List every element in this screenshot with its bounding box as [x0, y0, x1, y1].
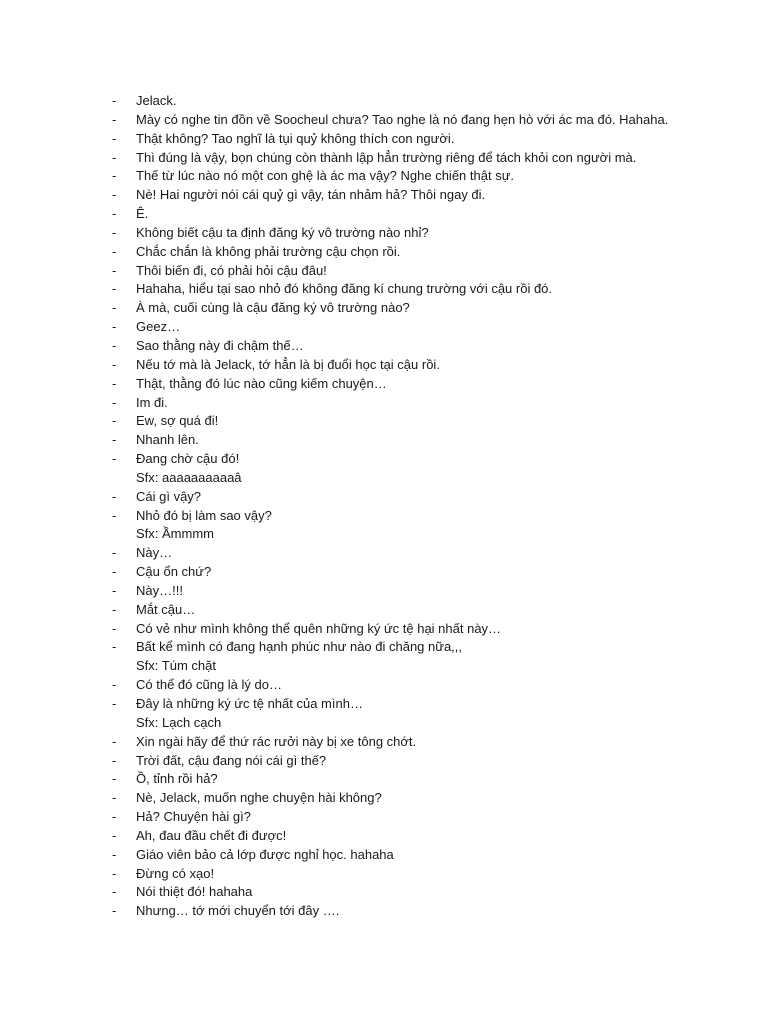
- dialogue-line: [0, 714, 768, 733]
- sfx-text: Sfx: Lạch cạch: [136, 714, 222, 730]
- dialogue-line: [0, 243, 768, 262]
- list-dash: -: [112, 337, 117, 353]
- dialogue-line: [0, 488, 768, 507]
- list-dash: -: [112, 809, 117, 825]
- dialogue-line: [0, 394, 768, 413]
- list-dash: -: [112, 432, 117, 448]
- dialogue-text: Im đi.: [136, 394, 168, 410]
- dialogue-text: Nói thiệt đó! hahaha: [136, 884, 253, 900]
- dialogue-text: Có thể đó cũng là lý do…: [136, 677, 282, 693]
- dialogue-line: [0, 865, 768, 884]
- dialogue-text: Nếu tớ mà là Jelack, tớ hẳn là bị đuổi học tại cậu rồi.: [136, 356, 440, 372]
- list-dash: -: [112, 356, 117, 372]
- dialogue-text: Ah, đau đầu chết đi được!: [136, 827, 287, 843]
- dialogue-line: [0, 676, 768, 695]
- dialogue-line: [0, 827, 768, 846]
- list-dash: -: [112, 451, 117, 467]
- list-dash: -: [112, 827, 117, 843]
- dialogue-line: [0, 695, 768, 714]
- dialogue-line: [0, 752, 768, 771]
- dialogue-line: [0, 356, 768, 375]
- list-dash: -: [112, 187, 117, 203]
- list-dash: -: [112, 93, 117, 108]
- list-dash: -: [112, 488, 117, 504]
- list-dash: -: [112, 111, 117, 127]
- dialogue-line: [0, 902, 768, 921]
- dialogue-line: [0, 224, 768, 243]
- dialogue-line: [0, 280, 768, 299]
- dialogue-text: Nhưng… tớ mới chuyển tới đây ….: [136, 903, 340, 919]
- list-dash: -: [112, 884, 117, 900]
- list-dash: -: [112, 206, 117, 222]
- dialogue-line: [0, 149, 768, 168]
- dialogue-text: Có vẻ như mình không thể quên những ký ức tệ hại nhất này…: [136, 620, 502, 636]
- dialogue-line: [0, 205, 768, 224]
- dialogue-line: [0, 620, 768, 639]
- dialogue-text: Nè, Jelack, muốn nghe chuyện hài không?: [136, 790, 382, 806]
- dialogue-text: Mày có nghe tin đồn về Soocheul chưa? Tao nghe là nó đang hẹn hò với ác ma đó. Hahaha.: [136, 111, 669, 127]
- dialogue-text: Không biết cậu ta định đăng ký vô trường nào nhỉ?: [136, 224, 429, 240]
- dialogue-text: Hả? Chuyện hài gì?: [136, 809, 251, 825]
- dialogue-text: Bất kể mình có đang hạnh phúc như nào đi chăng nữa,,,: [136, 639, 463, 655]
- list-dash: -: [112, 564, 117, 580]
- list-dash: -: [112, 149, 117, 165]
- list-dash: -: [112, 790, 117, 806]
- dialogue-text: Chắc chắn là không phải trường cậu chọn rồi.: [136, 243, 401, 259]
- list-dash: -: [112, 262, 117, 278]
- dialogue-list: [0, 92, 768, 921]
- dialogue-line: [0, 563, 768, 582]
- dialogue-text: Thì đúng là vậy, bọn chúng còn thành lập hẳn trường riêng để tách khỏi con người mà.: [136, 149, 637, 165]
- list-dash: -: [112, 846, 117, 862]
- dialogue-text: Nhanh lên.: [136, 432, 199, 448]
- list-dash: -: [112, 130, 117, 146]
- dialogue-line: [0, 111, 768, 130]
- dialogue-line: [0, 846, 768, 865]
- list-dash: -: [112, 545, 117, 561]
- dialogue-text: Hahaha, hiểu tại sao nhỏ đó không đăng kí chung trường với cậu rồi đó.: [136, 281, 553, 297]
- dialogue-line: [0, 638, 768, 657]
- dialogue-line: [0, 450, 768, 469]
- list-dash: -: [112, 319, 117, 335]
- dialogue-line: [0, 431, 768, 450]
- dialogue-text: Thế từ lúc nào nó một con ghệ là ác ma vậy? Nghe chiến thật sự.: [136, 168, 515, 184]
- list-dash: -: [112, 771, 117, 787]
- dialogue-line: [0, 92, 768, 111]
- dialogue-text: Ồ, tỉnh rồi hả?: [136, 771, 218, 787]
- dialogue-line: [0, 789, 768, 808]
- dialogue-line: [0, 299, 768, 318]
- list-dash: -: [112, 582, 117, 598]
- dialogue-line: [0, 770, 768, 789]
- sfx-text: Sfx: aaaaaaaaaaâ: [136, 469, 242, 485]
- list-dash: -: [112, 507, 117, 523]
- list-dash: -: [112, 413, 117, 429]
- dialogue-line: [0, 582, 768, 601]
- dialogue-text: Geez…: [136, 319, 181, 335]
- dialogue-text: Xin ngài hãy để thứ rác rưởi này bị xe tông chớt.: [136, 733, 417, 749]
- dialogue-text: Ê.: [136, 206, 149, 222]
- list-dash: -: [112, 752, 117, 768]
- dialogue-text: À mà, cuối cùng là cậu đăng ký vô trường nào?: [136, 300, 410, 316]
- dialogue-text: Nhỏ đó bị làm sao vậy?: [136, 507, 272, 523]
- dialogue-line: [0, 733, 768, 752]
- dialogue-text: Đang chờ cậu đó!: [136, 451, 240, 467]
- dialogue-line: [0, 601, 768, 620]
- dialogue-line: [0, 167, 768, 186]
- sfx-text: Sfx: Ầmmmm: [136, 526, 214, 542]
- dialogue-text: Đây là những ký ức tệ nhất của mình…: [136, 696, 363, 711]
- dialogue-line: [0, 375, 768, 394]
- list-dash: -: [112, 300, 117, 316]
- list-dash: -: [112, 620, 117, 636]
- list-dash: -: [112, 375, 117, 391]
- dialogue-text: Mắt cậu…: [136, 601, 196, 617]
- list-dash: -: [112, 243, 117, 259]
- list-dash: -: [112, 281, 117, 297]
- list-dash: -: [112, 224, 117, 240]
- dialogue-text: Thật, thằng đó lúc nào cũng kiếm chuyện…: [136, 375, 387, 391]
- dialogue-line: [0, 544, 768, 563]
- dialogue-text: Trời đất, cậu đang nói cái gì thế?: [136, 752, 327, 768]
- dialogue-text: Thôi biến đi, có phải hỏi cậu đâu!: [136, 262, 327, 278]
- dialogue-text: Ew, sợ quá đi!: [136, 413, 219, 429]
- dialogue-text: Cái gì vậy?: [136, 488, 202, 504]
- dialogue-line: [0, 469, 768, 488]
- dialogue-text: Jelack.: [136, 93, 177, 108]
- dialogue-line: [0, 318, 768, 337]
- dialogue-line: [0, 507, 768, 526]
- dialogue-line: [0, 412, 768, 431]
- list-dash: -: [112, 865, 117, 881]
- dialogue-text: Cậu ổn chứ?: [136, 564, 212, 580]
- list-dash: -: [112, 677, 117, 693]
- dialogue-line: [0, 262, 768, 281]
- dialogue-text: Này…: [136, 545, 173, 561]
- dialogue-text: Sao thằng này đi chậm thế…: [136, 337, 304, 353]
- list-dash: -: [112, 903, 117, 919]
- dialogue-text: Giáo viên bảo cả lớp được nghỉ học. hahaha: [136, 846, 394, 862]
- list-dash: -: [112, 696, 117, 711]
- dialogue-text: Thật không? Tao nghĩ là tụi quỷ không thích con người.: [136, 130, 455, 146]
- dialogue-line: [0, 883, 768, 902]
- dialogue-text: Đừng có xạo!: [136, 865, 215, 881]
- list-dash: -: [112, 394, 117, 410]
- list-dash: -: [112, 733, 117, 749]
- dialogue-line: [0, 186, 768, 205]
- list-dash: -: [112, 639, 117, 655]
- dialogue-line: [0, 525, 768, 544]
- sfx-text: Sfx: Túm chặt: [136, 658, 216, 674]
- dialogue-text: Này…!!!: [136, 582, 183, 598]
- dialogue-line: [0, 657, 768, 676]
- dialogue-text: Nè! Hai người nói cái quỷ gì vậy, tán nhảm hả? Thôi ngay đi.: [136, 187, 486, 203]
- dialogue-line: [0, 130, 768, 149]
- list-dash: -: [112, 168, 117, 184]
- dialogue-line: [0, 337, 768, 356]
- dialogue-line: [0, 808, 768, 827]
- list-dash: -: [112, 601, 117, 617]
